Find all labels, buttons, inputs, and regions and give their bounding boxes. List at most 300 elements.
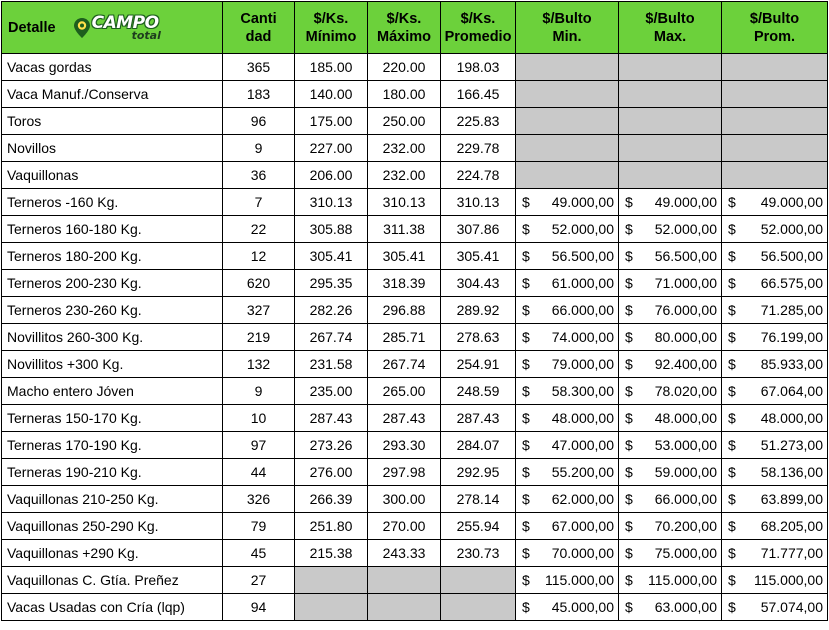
cell-bprom: [722, 135, 828, 162]
currency-symbol: $: [522, 545, 530, 561]
cell-bmax: [619, 405, 722, 432]
campo-total-logo: [74, 12, 161, 42]
cell-max: 310.13: [368, 189, 441, 216]
cell-max: 287.43: [368, 405, 441, 432]
cell-max: 300.00: [368, 486, 441, 513]
cell-bmax: [619, 540, 722, 567]
cell-cantidad: 7: [223, 189, 295, 216]
cell-min: [295, 567, 368, 594]
cell-bprom: [722, 459, 828, 486]
amount: 79.000,00: [551, 356, 614, 372]
table-row: [2, 540, 828, 567]
cell-cantidad: 9: [223, 378, 295, 405]
cell-cantidad: 97: [223, 432, 295, 459]
currency-symbol: $: [625, 356, 633, 372]
amount: 115.000,00: [544, 572, 614, 588]
cell-cantidad: 36: [223, 162, 295, 189]
currency-symbol: $: [522, 464, 530, 480]
currency-symbol: $: [522, 275, 530, 291]
cell-bmin: [516, 378, 619, 405]
amount: 66.000,00: [654, 491, 717, 507]
header-bulto-min: $/Bulto Min.: [516, 2, 619, 54]
currency-symbol: $: [728, 248, 736, 264]
cell-cantidad: 94: [223, 594, 295, 621]
amount: 92.400,00: [654, 356, 717, 372]
currency-symbol: $: [522, 572, 530, 588]
currency-symbol: $: [625, 464, 633, 480]
cell-max: 296.88: [368, 297, 441, 324]
currency-symbol: $: [728, 383, 736, 399]
cell-bmax: [619, 486, 722, 513]
currency-symbol: $: [522, 302, 530, 318]
amount: 115.000,00: [647, 572, 717, 588]
cell-bmax: [619, 270, 722, 297]
amount: 55.200,00: [551, 464, 614, 480]
currency-symbol: $: [522, 383, 530, 399]
currency-symbol: $: [728, 437, 736, 453]
currency-symbol: $: [728, 302, 736, 318]
cell-max: 305.41: [368, 243, 441, 270]
cell-cantidad: 96: [223, 108, 295, 135]
cell-max: 318.39: [368, 270, 441, 297]
amount: 56.500,00: [760, 248, 823, 264]
cell-bmin: [516, 594, 619, 621]
cell-bmin: [516, 135, 619, 162]
cell-cantidad: 79: [223, 513, 295, 540]
currency-symbol: $: [522, 410, 530, 426]
cell-min: 251.80: [295, 513, 368, 540]
cell-bprom: [722, 270, 828, 297]
cell-bprom: [722, 324, 828, 351]
cell-min: 310.13: [295, 189, 368, 216]
amount: 52.000,00: [551, 221, 614, 237]
cell-min: 305.88: [295, 216, 368, 243]
cell-min: 295.35: [295, 270, 368, 297]
amount: 47.000,00: [551, 437, 614, 453]
amount: 115.000,00: [753, 572, 823, 588]
cell-prom: 225.83: [441, 108, 516, 135]
currency-symbol: $: [625, 437, 633, 453]
amount: 45.000,00: [551, 599, 614, 615]
cell-bmin: [516, 432, 619, 459]
cell-prom: 278.14: [441, 486, 516, 513]
cell-bmax: [619, 54, 722, 81]
cell-prom: 292.95: [441, 459, 516, 486]
cell-bmin: [516, 189, 619, 216]
cell-cantidad: 620: [223, 270, 295, 297]
amount: 52.000,00: [760, 221, 823, 237]
cell-cantidad: 12: [223, 243, 295, 270]
table-row: [2, 405, 828, 432]
cell-bprom: [722, 432, 828, 459]
table-row: [2, 81, 828, 108]
cell-bmin: [516, 81, 619, 108]
currency-symbol: $: [728, 221, 736, 237]
currency-symbol: $: [522, 329, 530, 345]
cell-max: 311.38: [368, 216, 441, 243]
amount: 63.000,00: [654, 599, 717, 615]
cell-cantidad: 219: [223, 324, 295, 351]
cell-detalle: Terneros 160-180 Kg.: [2, 216, 223, 243]
currency-symbol: $: [625, 572, 633, 588]
cell-bprom: [722, 567, 828, 594]
amount: 63.899,00: [760, 491, 823, 507]
cell-cantidad: 326: [223, 486, 295, 513]
cell-bprom: [722, 108, 828, 135]
cell-cantidad: 44: [223, 459, 295, 486]
cell-bprom: [722, 216, 828, 243]
amount: 76.000,00: [654, 302, 717, 318]
amount: 85.933,00: [760, 356, 823, 372]
logo-main-text: CAMPO: [91, 12, 159, 33]
cell-bmax: [619, 513, 722, 540]
amount: 56.500,00: [654, 248, 717, 264]
currency-symbol: $: [728, 464, 736, 480]
cell-bmax: [619, 162, 722, 189]
currency-symbol: $: [625, 545, 633, 561]
cell-bprom: [722, 540, 828, 567]
cell-bmin: [516, 351, 619, 378]
table-row: [2, 162, 828, 189]
map-pin-icon: [74, 18, 90, 38]
cell-prom: 198.03: [441, 54, 516, 81]
currency-symbol: $: [625, 599, 633, 615]
amount: 71.000,00: [654, 275, 717, 291]
cell-max: 180.00: [368, 81, 441, 108]
cell-max: 220.00: [368, 54, 441, 81]
cell-prom: 278.63: [441, 324, 516, 351]
cell-max: 297.98: [368, 459, 441, 486]
header-bulto-prom: $/Bulto Prom.: [722, 2, 828, 54]
cell-bmin: [516, 108, 619, 135]
amount: 49.000,00: [551, 194, 614, 210]
amount: 76.199,00: [760, 329, 823, 345]
currency-symbol: $: [728, 572, 736, 588]
table-row: [2, 432, 828, 459]
amount: 53.000,00: [654, 437, 717, 453]
table-row: [2, 108, 828, 135]
cell-bmax: [619, 297, 722, 324]
cell-bprom: [722, 594, 828, 621]
cell-prom: 304.43: [441, 270, 516, 297]
amount: 67.064,00: [760, 383, 823, 399]
currency-symbol: $: [625, 410, 633, 426]
cell-bprom: [722, 54, 828, 81]
table-row: [2, 351, 828, 378]
cell-max: 270.00: [368, 513, 441, 540]
header-detalle-label: Detalle: [8, 19, 56, 36]
cell-bprom: [722, 405, 828, 432]
cell-max: 232.00: [368, 135, 441, 162]
cell-prom: 255.94: [441, 513, 516, 540]
table-row: [2, 459, 828, 486]
cell-bmin: [516, 405, 619, 432]
cell-bmin: [516, 243, 619, 270]
cell-detalle: Terneras 190-210 Kg.: [2, 459, 223, 486]
cell-max: 265.00: [368, 378, 441, 405]
cell-bprom: [722, 378, 828, 405]
cell-detalle: Macho entero Jóven: [2, 378, 223, 405]
currency-symbol: $: [522, 491, 530, 507]
cell-detalle: Vacas gordas: [2, 54, 223, 81]
amount: 61.000,00: [551, 275, 614, 291]
currency-symbol: $: [728, 275, 736, 291]
amount: 62.000,00: [551, 491, 614, 507]
cell-bprom: [722, 243, 828, 270]
amount: 71.285,00: [760, 302, 823, 318]
cell-min: 227.00: [295, 135, 368, 162]
cell-prom: 305.41: [441, 243, 516, 270]
cell-prom: 310.13: [441, 189, 516, 216]
cell-cantidad: 22: [223, 216, 295, 243]
cell-max: 243.33: [368, 540, 441, 567]
cell-prom: 287.43: [441, 405, 516, 432]
cell-bmax: [619, 459, 722, 486]
table-row: [2, 270, 828, 297]
amount: 78.020,00: [654, 383, 717, 399]
cell-cantidad: 327: [223, 297, 295, 324]
table-row: [2, 486, 828, 513]
currency-symbol: $: [625, 329, 633, 345]
amount: 49.000,00: [654, 194, 717, 210]
cell-prom: 166.45: [441, 81, 516, 108]
amount: 67.000,00: [551, 518, 614, 534]
header-detalle: [2, 2, 223, 54]
cell-cantidad: 10: [223, 405, 295, 432]
cell-max: 293.30: [368, 432, 441, 459]
header-prom-ks: $/Ks. Promedio: [441, 2, 516, 54]
cell-bmax: [619, 243, 722, 270]
cell-min: 140.00: [295, 81, 368, 108]
currency-symbol: $: [728, 545, 736, 561]
cell-bmin: [516, 567, 619, 594]
cell-detalle: Vaquillonas 250-290 Kg.: [2, 513, 223, 540]
cell-detalle: Terneras 170-190 Kg.: [2, 432, 223, 459]
header-cantidad: Canti dad: [223, 2, 295, 54]
cell-prom: 248.59: [441, 378, 516, 405]
cell-bprom: [722, 351, 828, 378]
currency-symbol: $: [625, 302, 633, 318]
cell-min: 175.00: [295, 108, 368, 135]
cell-min: 287.43: [295, 405, 368, 432]
currency-symbol: $: [522, 599, 530, 615]
currency-symbol: $: [625, 275, 633, 291]
cell-bmax: [619, 324, 722, 351]
amount: 57.074,00: [760, 599, 823, 615]
amount: 70.000,00: [551, 545, 614, 561]
table-row: [2, 216, 828, 243]
currency-symbol: $: [625, 518, 633, 534]
currency-symbol: $: [728, 410, 736, 426]
cell-prom: [441, 594, 516, 621]
cell-min: 276.00: [295, 459, 368, 486]
currency-symbol: $: [728, 194, 736, 210]
cell-detalle: Vaquillonas: [2, 162, 223, 189]
cell-min: 206.00: [295, 162, 368, 189]
cell-max: 232.00: [368, 162, 441, 189]
cell-min: 282.26: [295, 297, 368, 324]
amount: 80.000,00: [654, 329, 717, 345]
cell-bmax: [619, 351, 722, 378]
cell-min: 266.39: [295, 486, 368, 513]
cell-detalle: Novillitos +300 Kg.: [2, 351, 223, 378]
cell-cantidad: 45: [223, 540, 295, 567]
currency-symbol: $: [728, 356, 736, 372]
logo-sub-text: total: [131, 28, 161, 42]
cell-bmax: [619, 594, 722, 621]
amount: 66.000,00: [551, 302, 614, 318]
cell-detalle: Vacas Usadas con Cría (lqp): [2, 594, 223, 621]
cell-detalle: Terneros 180-200 Kg.: [2, 243, 223, 270]
cell-bmin: [516, 324, 619, 351]
amount: 48.000,00: [551, 410, 614, 426]
amount: 59.000,00: [654, 464, 717, 480]
table-row: [2, 567, 828, 594]
table-row: [2, 189, 828, 216]
cell-min: 267.74: [295, 324, 368, 351]
cell-prom: 289.92: [441, 297, 516, 324]
cell-detalle: Terneros 200-230 Kg.: [2, 270, 223, 297]
table-row: [2, 324, 828, 351]
cell-prom: 230.73: [441, 540, 516, 567]
price-table: [1, 1, 828, 621]
header-bulto-max: $/Bulto Max.: [619, 2, 722, 54]
cell-prom: 224.78: [441, 162, 516, 189]
currency-symbol: $: [522, 356, 530, 372]
cell-bprom: [722, 297, 828, 324]
cell-min: 235.00: [295, 378, 368, 405]
cell-bprom: [722, 486, 828, 513]
currency-symbol: $: [728, 518, 736, 534]
amount: 58.300,00: [551, 383, 614, 399]
cell-cantidad: 183: [223, 81, 295, 108]
cell-bmin: [516, 162, 619, 189]
currency-symbol: $: [728, 599, 736, 615]
amount: 75.000,00: [654, 545, 717, 561]
amount: 71.777,00: [760, 545, 823, 561]
table-row: [2, 378, 828, 405]
cell-bprom: [722, 513, 828, 540]
cell-bmin: [516, 513, 619, 540]
currency-symbol: $: [625, 383, 633, 399]
currency-symbol: $: [522, 248, 530, 264]
cell-detalle: Toros: [2, 108, 223, 135]
currency-symbol: $: [625, 491, 633, 507]
amount: 68.205,00: [760, 518, 823, 534]
cell-bprom: [722, 189, 828, 216]
cell-cantidad: 365: [223, 54, 295, 81]
cell-prom: 284.07: [441, 432, 516, 459]
table-row: [2, 243, 828, 270]
cell-bprom: [722, 162, 828, 189]
cell-bmax: [619, 567, 722, 594]
header-min-ks: $/Ks. Mínimo: [295, 2, 368, 54]
cell-bmax: [619, 432, 722, 459]
cell-prom: [441, 567, 516, 594]
cell-cantidad: 27: [223, 567, 295, 594]
cell-detalle: Terneros 230-260 Kg.: [2, 297, 223, 324]
cell-detalle: Terneras 150-170 Kg.: [2, 405, 223, 432]
cell-prom: 254.91: [441, 351, 516, 378]
currency-symbol: $: [522, 437, 530, 453]
cell-max: [368, 567, 441, 594]
amount: 51.273,00: [760, 437, 823, 453]
cell-bmax: [619, 189, 722, 216]
amount: 48.000,00: [654, 410, 717, 426]
cell-min: 185.00: [295, 54, 368, 81]
cell-min: 305.41: [295, 243, 368, 270]
cell-bmax: [619, 108, 722, 135]
cell-bmax: [619, 81, 722, 108]
amount: 66.575,00: [760, 275, 823, 291]
currency-symbol: $: [728, 329, 736, 345]
currency-symbol: $: [625, 221, 633, 237]
amount: 48.000,00: [760, 410, 823, 426]
cell-prom: 229.78: [441, 135, 516, 162]
cell-detalle: Novillitos 260-300 Kg.: [2, 324, 223, 351]
amount: 58.136,00: [760, 464, 823, 480]
cell-cantidad: 9: [223, 135, 295, 162]
cell-bmax: [619, 135, 722, 162]
currency-symbol: $: [625, 248, 633, 264]
currency-symbol: $: [728, 491, 736, 507]
cell-bmax: [619, 216, 722, 243]
cell-detalle: Terneros -160 Kg.: [2, 189, 223, 216]
table-row: [2, 135, 828, 162]
table-row: [2, 513, 828, 540]
cell-min: 215.38: [295, 540, 368, 567]
cell-bmin: [516, 486, 619, 513]
amount: 52.000,00: [654, 221, 717, 237]
cell-bmin: [516, 540, 619, 567]
header-max-ks: $/Ks. Máximo: [368, 2, 441, 54]
cell-prom: 307.86: [441, 216, 516, 243]
currency-symbol: $: [522, 194, 530, 210]
cell-bmax: [619, 378, 722, 405]
cell-max: 267.74: [368, 351, 441, 378]
cell-max: 250.00: [368, 108, 441, 135]
currency-symbol: $: [522, 221, 530, 237]
cell-min: 273.26: [295, 432, 368, 459]
amount: 74.000,00: [551, 329, 614, 345]
cell-max: [368, 594, 441, 621]
cell-detalle: Novillos: [2, 135, 223, 162]
cell-detalle: Vaquillonas +290 Kg.: [2, 540, 223, 567]
cell-bmin: [516, 270, 619, 297]
cell-detalle: Vaquillonas C. Gtía. Preñez: [2, 567, 223, 594]
cell-detalle: Vaca Manuf./Conserva: [2, 81, 223, 108]
cell-detalle: Vaquillonas 210-250 Kg.: [2, 486, 223, 513]
cell-min: [295, 594, 368, 621]
cell-bmin: [516, 216, 619, 243]
table-row: [2, 54, 828, 81]
cell-bprom: [722, 81, 828, 108]
cell-bmin: [516, 54, 619, 81]
table-body: [2, 54, 828, 621]
table-header: [2, 2, 828, 54]
cell-max: 285.71: [368, 324, 441, 351]
cell-bmin: [516, 297, 619, 324]
cell-bmin: [516, 459, 619, 486]
cell-cantidad: 132: [223, 351, 295, 378]
amount: 49.000,00: [760, 194, 823, 210]
table-row: [2, 594, 828, 621]
cell-min: 231.58: [295, 351, 368, 378]
table-row: [2, 297, 828, 324]
currency-symbol: $: [522, 518, 530, 534]
currency-symbol: $: [625, 194, 633, 210]
amount: 70.200,00: [654, 518, 717, 534]
